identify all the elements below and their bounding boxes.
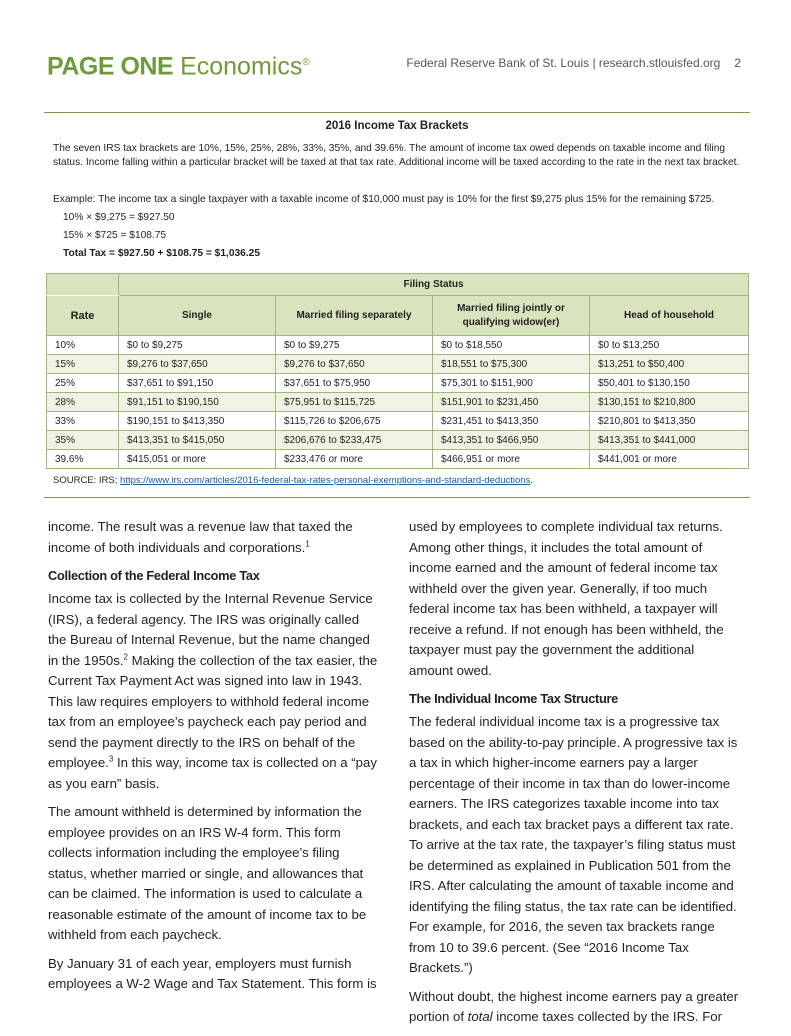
table-cell: $413,351 to $415,050 — [119, 431, 276, 450]
table-cell: $50,401 to $130,150 — [590, 374, 749, 393]
left-column — [48, 517, 379, 1003]
table-cell: $466,951 or more — [433, 450, 590, 469]
table-cell: $210,801 to $413,350 — [590, 412, 749, 431]
paragraph: The federal individual income tax is a progressive tax based on the ability-to-pay principle. A progressive tax is a tax in which higher-income earners pay a larger percentage of their income in tax than do lower-income earners. The IRS categorizes taxable income into tax brackets, and each tax bracket pays a different tax rate. To arrive at the tax rate, the taxpayer’s filing status must be determined as explained in Publication 501 from the IRS. After calculating the amount of taxable income and identifying the filing status, the tax rate can be identified. For example, for 2016, the seven tax brackets range from 10 to 39.6 percent. (See “2016 Income Tax Brackets.”) — [409, 714, 738, 975]
table-cell: $0 to $9,275 — [276, 336, 433, 355]
tax-brackets-table — [46, 273, 749, 469]
table-cell: $151,901 to $231,450 — [433, 393, 590, 412]
publication-logo — [47, 48, 310, 81]
paragraph: By January 31 of each year, employers must furnish employees a W-2 Wage and Tax Statement. This form is — [48, 955, 377, 991]
logo-light-text: Economics — [173, 52, 303, 81]
source-label: SOURCE: IRS; — [53, 475, 121, 486]
paragraph-text: Without doubt, the highest income earners pay a greater portion of — [409, 988, 739, 1024]
page-header — [47, 48, 747, 82]
table-row — [47, 393, 749, 412]
table-cell: $441,001 or more — [590, 450, 749, 469]
column-header: Married filing separately — [276, 296, 433, 336]
rate-header: Rate — [47, 296, 119, 336]
table-row — [47, 412, 749, 431]
table-cell: $190,151 to $413,350 — [119, 412, 276, 431]
section-heading: Collection of the Federal Income Tax — [48, 568, 260, 583]
paragraph — [48, 589, 379, 794]
emphasis: total — [467, 1009, 493, 1024]
table-cell: $415,051 or more — [119, 450, 276, 469]
footnote-ref: 2 — [123, 652, 128, 662]
footnote-ref: 1 — [305, 539, 310, 549]
rate-cell: 10% — [47, 336, 119, 355]
column-header: Single — [119, 296, 276, 336]
paragraph-text: income taxes collected by the IRS. For — [492, 1009, 723, 1024]
source-end: . — [530, 475, 533, 486]
table-cell: $9,276 to $37,650 — [276, 355, 433, 374]
paragraph-text: Income tax is collected by the Internal Revenue Service (IRS), a federal agency. The IRS was originally called the Bureau of Internal Revenue, but the name changed in the 1950s. — [48, 591, 373, 668]
table-row — [47, 450, 749, 469]
logo-bold-text: PAGE ONE — [47, 52, 174, 81]
table-cell: $231,451 to $413,350 — [433, 412, 590, 431]
table-cell: $9,276 to $37,650 — [119, 355, 276, 374]
column-header: Married filing jointly or qualifying widow(er) — [433, 296, 590, 336]
registered-mark: ® — [302, 57, 310, 68]
table-cell: $91,151 to $190,150 — [119, 393, 276, 412]
table-row — [47, 431, 749, 450]
table-cell: $413,351 to $441,000 — [590, 431, 749, 450]
table-cell: $37,651 to $75,950 — [276, 374, 433, 393]
calc-total: Total Tax = $927.50 + $108.75 = $1,036.25 — [63, 248, 261, 259]
table-row — [47, 374, 749, 393]
table-row — [47, 336, 749, 355]
table-cell: $115,726 to $206,675 — [276, 412, 433, 431]
table-cell: $130,151 to $210,800 — [590, 393, 749, 412]
filing-status-header: Filing Status — [119, 274, 749, 296]
rate-header-top — [47, 274, 119, 296]
source-link[interactable]: https://www.irs.com/articles/2016-federal-tax-rates-personal-exemptions-and-standard-deductions — [120, 475, 531, 486]
tax-brackets-box — [44, 112, 750, 498]
table-cell: $18,551 to $75,300 — [433, 355, 590, 374]
rate-cell: 39.6% — [47, 450, 119, 469]
source-note — [53, 475, 533, 486]
right-column — [409, 517, 740, 1036]
header-source — [406, 56, 741, 70]
table-cell: $233,476 or more — [276, 450, 433, 469]
paragraph — [48, 517, 379, 558]
paragraph — [409, 987, 740, 1028]
column-header: Head of household — [590, 296, 749, 336]
paragraph: used by employees to complete individual tax returns. Among other things, it includes the total amount of income earned and the amount of federal income tax withheld over the given year. Generally, if too much federal income tax has been withheld, a taxpayer will receive a refund. If not enough has been withheld, the taxpayer must pay the government the additional amount owed. — [409, 519, 724, 678]
table-cell: $413,351 to $466,950 — [433, 431, 590, 450]
paragraph-text: In this way, income tax is collected on a “pay as you earn” basis. — [48, 755, 377, 791]
table-cell: $206,676 to $233,475 — [276, 431, 433, 450]
table-cell: $13,251 to $50,400 — [590, 355, 749, 374]
box-example: Example: The income tax a single taxpayer with a taxable income of $10,000 must pay is 10% for the first $9,275 plus 15% for the remaining $725. — [53, 194, 715, 205]
table-cell: $75,951 to $115,725 — [276, 393, 433, 412]
table-cell: $75,301 to $151,900 — [433, 374, 590, 393]
paragraph: The amount withheld is determined by information the employee provides on an IRS W-4 form. This form collects information including the employee’s filing status, whether married or single, and allowances that can be claimed. The information is used to calculate a reasonable estimate of the amount of income tax to be withheld from each paycheck. — [48, 804, 367, 942]
rate-cell: 35% — [47, 431, 119, 450]
box-title: 2016 Income Tax Brackets — [325, 120, 469, 132]
header-source-text: Federal Reserve Bank of St. Louis | research.stlouisfed.org — [406, 56, 721, 70]
rate-cell: 33% — [47, 412, 119, 431]
footnote-ref: 3 — [108, 754, 114, 764]
section-heading: The Individual Income Tax Structure — [409, 691, 618, 706]
table-cell: $0 to $18,550 — [433, 336, 590, 355]
paragraph-text: income. The result was a revenue law that taxed the income of both individuals and corporations. — [48, 519, 353, 555]
table-cell: $0 to $9,275 — [119, 336, 276, 355]
page-number: 2 — [734, 56, 741, 70]
paragraph-text: Making the collection of the tax easier, the Current Tax Payment Act was signed into law in 1943. This law requires employers to withhold federal income tax from an employee’s paycheck each pay period and send the payment directly to the IRS on behalf of the employee. — [48, 652, 378, 770]
table-row — [47, 355, 749, 374]
rate-cell: 15% — [47, 355, 119, 374]
rate-cell: 28% — [47, 393, 119, 412]
rate-cell: 25% — [47, 374, 119, 393]
calc-line-2: 15% × $725 = $108.75 — [63, 230, 167, 241]
table-cell: $0 to $13,250 — [590, 336, 749, 355]
table-cell: $37,651 to $91,150 — [119, 374, 276, 393]
calc-line-1: 10% × $9,275 = $927.50 — [63, 212, 175, 223]
box-intro: The seven IRS tax brackets are 10%, 15%, 25%, 28%, 33%, 35%, and 39.6%. The amount of income tax owed depends on taxable income and filing status. Income falling within a particular bracket will be taxed at that tax rate. Additional income will be taxed according to the rate in the next tax bracket. — [53, 143, 740, 168]
